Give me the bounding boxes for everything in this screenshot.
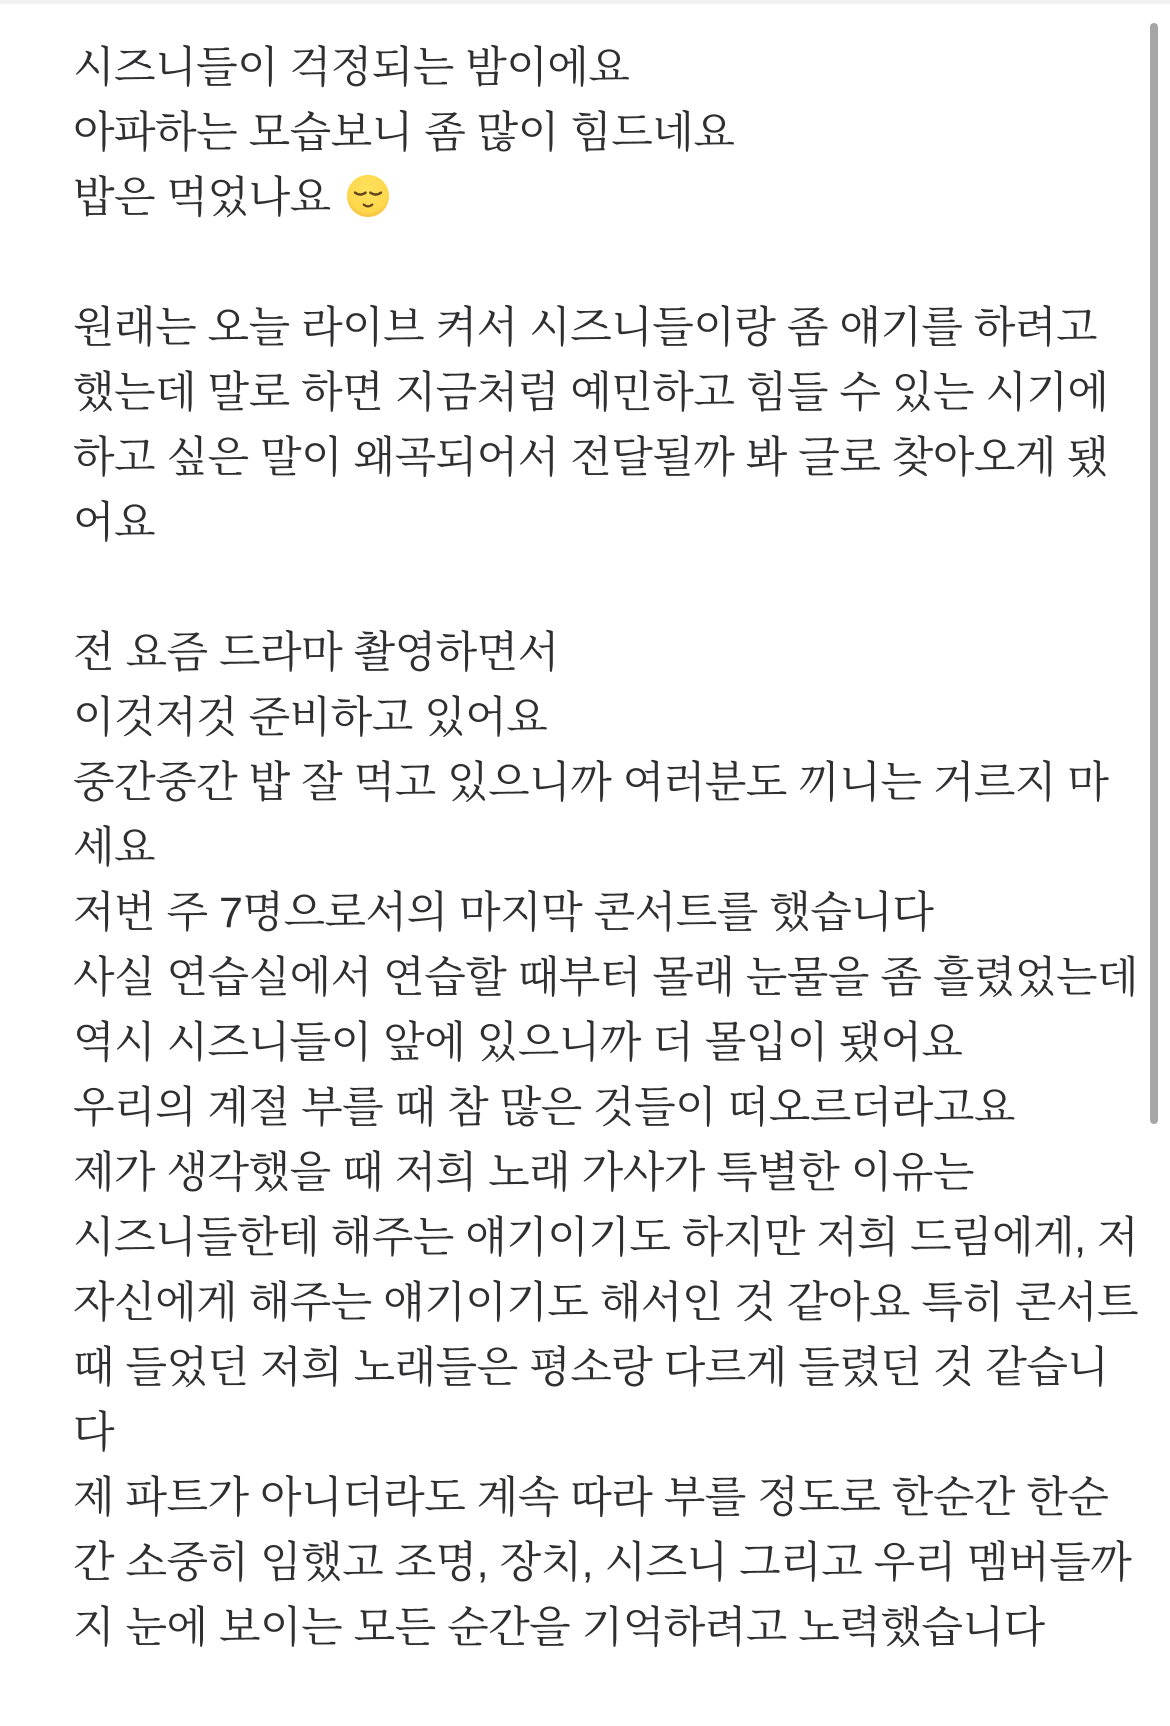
- text-line-content: 전 요즘 드라마 촬영하면서: [73, 629, 559, 677]
- text-line: [73, 361, 1130, 426]
- text-line: [73, 946, 1139, 1011]
- text-line-content: 제가 생각했을 때 저희 노래 가사가 특별한 이유는: [73, 1149, 974, 1197]
- text-line: [73, 1141, 1130, 1206]
- blank-line: [73, 556, 1130, 621]
- text-line-content: 저번 주 7명으로서의 마지막 콘서트를 했습니다: [73, 889, 934, 937]
- text-line: [73, 1596, 1130, 1661]
- relieved-face-emoji: [345, 173, 391, 219]
- text-line: [73, 1206, 1139, 1271]
- text-line: [73, 426, 1130, 491]
- text-line-content: 우리의 계절 부를 때 참 많은 것들이 떠오르더라고요: [73, 1084, 1015, 1132]
- scrollbar-thumb[interactable]: [1150, 23, 1158, 1124]
- text-line-content: 밥은 먹었나요: [73, 174, 331, 222]
- text-line: [73, 686, 1130, 751]
- post-body: [73, 36, 1139, 1661]
- text-line: [73, 621, 1130, 686]
- text-line-content: 시즈니들한테 해주는 얘기이기도 하지만 저희 드림에게, 저: [73, 1214, 1139, 1262]
- text-line-content: 원래는 오늘 라이브 켜서 시즈니들이랑 좀 얘기를 하려고: [73, 304, 1098, 352]
- text-line-content: 아파하는 모습보니 좀 많이 힘드네요: [73, 109, 735, 157]
- text-line-content: 역시 시즈니들이 앞에 있으니까 더 몰입이 됐어요: [73, 1019, 963, 1067]
- text-line: [73, 816, 1130, 881]
- text-line: [73, 101, 1130, 166]
- text-line: [73, 166, 1130, 231]
- text-line-content: 시즈니들이 걱정되는 밤이에요: [73, 44, 630, 92]
- text-line-content: 이것저것 준비하고 있어요: [73, 694, 548, 742]
- text-line: [73, 1076, 1130, 1141]
- text-line-content: 제 파트가 아니더라도 계속 따라 부를 정도로 한순간 한순: [73, 1474, 1109, 1522]
- text-line: [73, 1531, 1130, 1596]
- text-line-content: 어요: [73, 499, 156, 547]
- text-line: [73, 1011, 1130, 1076]
- text-line: [73, 751, 1130, 816]
- text-line-content: 다: [73, 1409, 115, 1457]
- text-line: [73, 296, 1130, 361]
- text-line: [73, 1401, 1130, 1466]
- text-line: [73, 1271, 1139, 1336]
- text-line: [73, 881, 1130, 946]
- top-divider: [0, 0, 1170, 4]
- blank-line: [73, 231, 1130, 296]
- text-line: [73, 491, 1130, 556]
- text-line-content: 간 소중히 임했고 조명, 장치, 시즈니 그리고 우리 멤버들까: [73, 1539, 1132, 1587]
- text-line-content: 하고 싶은 말이 왜곡되어서 전달될까 봐 글로 찾아오게 됐: [73, 434, 1109, 482]
- text-line-content: 자신에게 해주는 얘기이기도 해서인 것 같아요 특히 콘서트: [73, 1279, 1139, 1327]
- text-line-content: 지 눈에 보이는 모든 순간을 기억하려고 노력했습니다: [73, 1604, 1045, 1652]
- text-line: [73, 1466, 1130, 1531]
- message-text: [73, 36, 1139, 1661]
- text-line: [73, 36, 1130, 101]
- text-line-content: 했는데 말로 하면 지금처럼 예민하고 힘들 수 있는 시기에: [73, 369, 1109, 417]
- text-line-content: 중간중간 밥 잘 먹고 있으니까 여러분도 끼니는 거르지 마: [73, 759, 1109, 807]
- text-line-content: 사실 연습실에서 연습할 때부터 몰래 눈물을 좀 흘렸었는데: [73, 954, 1139, 1002]
- text-line: [73, 1336, 1130, 1401]
- text-line-content: 세요: [73, 824, 156, 872]
- text-line-content: 때 들었던 저희 노래들은 평소랑 다르게 들렸던 것 같습니: [73, 1344, 1109, 1392]
